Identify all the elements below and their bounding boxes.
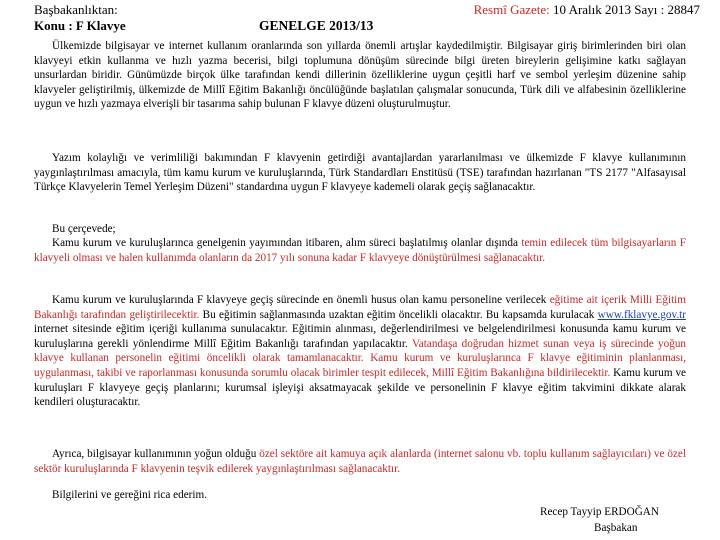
paragraph-5 [34, 293, 686, 410]
paragraph-3: Bu çerçevede; [52, 223, 116, 235]
subject: Konu : F Klavye [34, 18, 126, 33]
paragraph-5-text-c: internet sitesinde eğitim içeriği kullanıma sunulacaktır. Eğitimin alınması, değerlendirilmesi ve belgelendirilmesi konusunda kamu kurum ve kuruluşlarına gerekli yönlendirme Millî Eğitim Bakanlığı tarafından yapılacaktır. [34, 323, 686, 350]
signature-title: Başbakan [594, 522, 638, 534]
paragraph-5-highlight-1: eğitime ait içerik Milli Eğitim Bakanlığı tarafından geliştirilecektir. [34, 294, 686, 321]
issuer: Başbakanlıktan: [34, 2, 118, 17]
signature-name: Recep Tayyip ERDOĞAN [540, 506, 659, 518]
gazette-info: 10 Aralık 2013 Sayı : 28847 [549, 2, 700, 17]
paragraph-4-highlight: temin edilecek tüm bilgisayarların F klavyeli olması ve halen kullanımda olanların da 2017 yılı sonuna kadar F klavyeye dönüştürülmesi sağlanacaktır. [34, 237, 686, 264]
gazette-reference [474, 2, 700, 17]
header-line-1 [34, 2, 700, 17]
paragraph-5-text-b: Bu eğitimin sağlanmasında uzaktan eğitim öncelikli olacaktır. Bu kapsamda kurulacak [199, 308, 598, 321]
paragraph-7: Bilgilerini ve gereğini rica ederim. [52, 489, 208, 501]
paragraph-2: Yazım kolaylığı ve verimliliği bakımından F klavyenin getirdiği avantajlardan yararlanılması ve ülkemizde F klavye kullanımının yaygınlaştırılması amacıyla, tüm kamu kurum ve kuruluşlarında, Türk Standardları Enstitüsü (TSE) tarafından hazırlanan "TS 2177 "Alfasayısal Türkçe Klavyelerin Temel Yerleşim Düzeni" standardına uygun F klavyeye kademeli olarak geçiş sağlanacaktır. [34, 152, 686, 194]
circular-number: GENELGE 2013/13 [259, 18, 374, 33]
paragraph-1: Ülkemizde bilgisayar ve internet kullanım oranlarında son yıllarda önemli artışlar kaydedilmiştir. Bilgisayar giriş birimlerinden biri olan klavyeyi etkin kullanma ve hızlı yazma becerisi, bilgi toplumuna dönüşüm sürecinde bilgi üreten bireylerin gelişimine katkı sağlayan unsurlardan biridir. Günümüzde birçok ülke tarafından kendi dillerinin özelliklerine uygun çeşitli harf ve sembol yerleşim düzenine sahip klavyeler geliştirilmiş, ülkemizde de Millî Eğitim Bakanlığı öncülüğünde başlatılan çalışmalar sonucunda, Türk dili ve alfabesinin özelliklerine uygun ve hızlı yazmaya elverişli bir tasarıma sahip bulunan F klavye düzeni oluşturulmuştur. [34, 40, 686, 111]
fklavye-link[interactable]: www.fklavye.gov.tr [597, 308, 686, 321]
paragraph-6-text: Ayrıca, bilgisayar kullanımının yoğun olduğu [52, 448, 260, 460]
paragraph-6 [34, 447, 686, 476]
paragraph-5-text-d: Kamu kurum ve kuruluşları F klavyeye geçiş planlarını; kurumsal işleyişi aksatmayacak şekilde ve personelinin F klavye eğitim takvimini dikkate alarak kendileri oluşturacaktır. [34, 366, 687, 409]
header-line-2 [34, 18, 700, 33]
paragraph-4-text: Kamu kurum ve kuruluşlarınca genelgenin yayımından itibaren, alım süreci başlatılmış olanlar dışında [52, 237, 522, 249]
gazette-label: Resmî Gazete: [473, 2, 550, 17]
paragraph-5-text-a: Kamu kurum ve kuruluşlarında F klavyeye geçiş sürecinde en önemli husus olan kamu personeline verilecek [52, 294, 550, 306]
paragraph-5-highlight-2: Vatandaşa doğrudan hizmet sunan veya iş sürecinde yoğun klavye kullanan personelin eğitimi öncelikli olarak tamamlanacaktır. Kamu kurum ve kuruluşlarınca F klavye eğitiminin planlanması, uygulanması, takibi ve raporlanması konusunda sorumlu olacak birimler tespit edilecek, Millî Eğitim Bakanlığına bildirilecektir. [34, 337, 687, 379]
paragraph-4 [34, 236, 686, 265]
paragraph-6-highlight: özel sektöre ait kamuya açık alanlarda (internet salonu vb. toplu kullanım sağlayıcıları) ve özel sektör kuruluşlarında F klavyenin teşvik edilerek yaygınlaştırılması sağlanacaktır. [34, 448, 687, 475]
